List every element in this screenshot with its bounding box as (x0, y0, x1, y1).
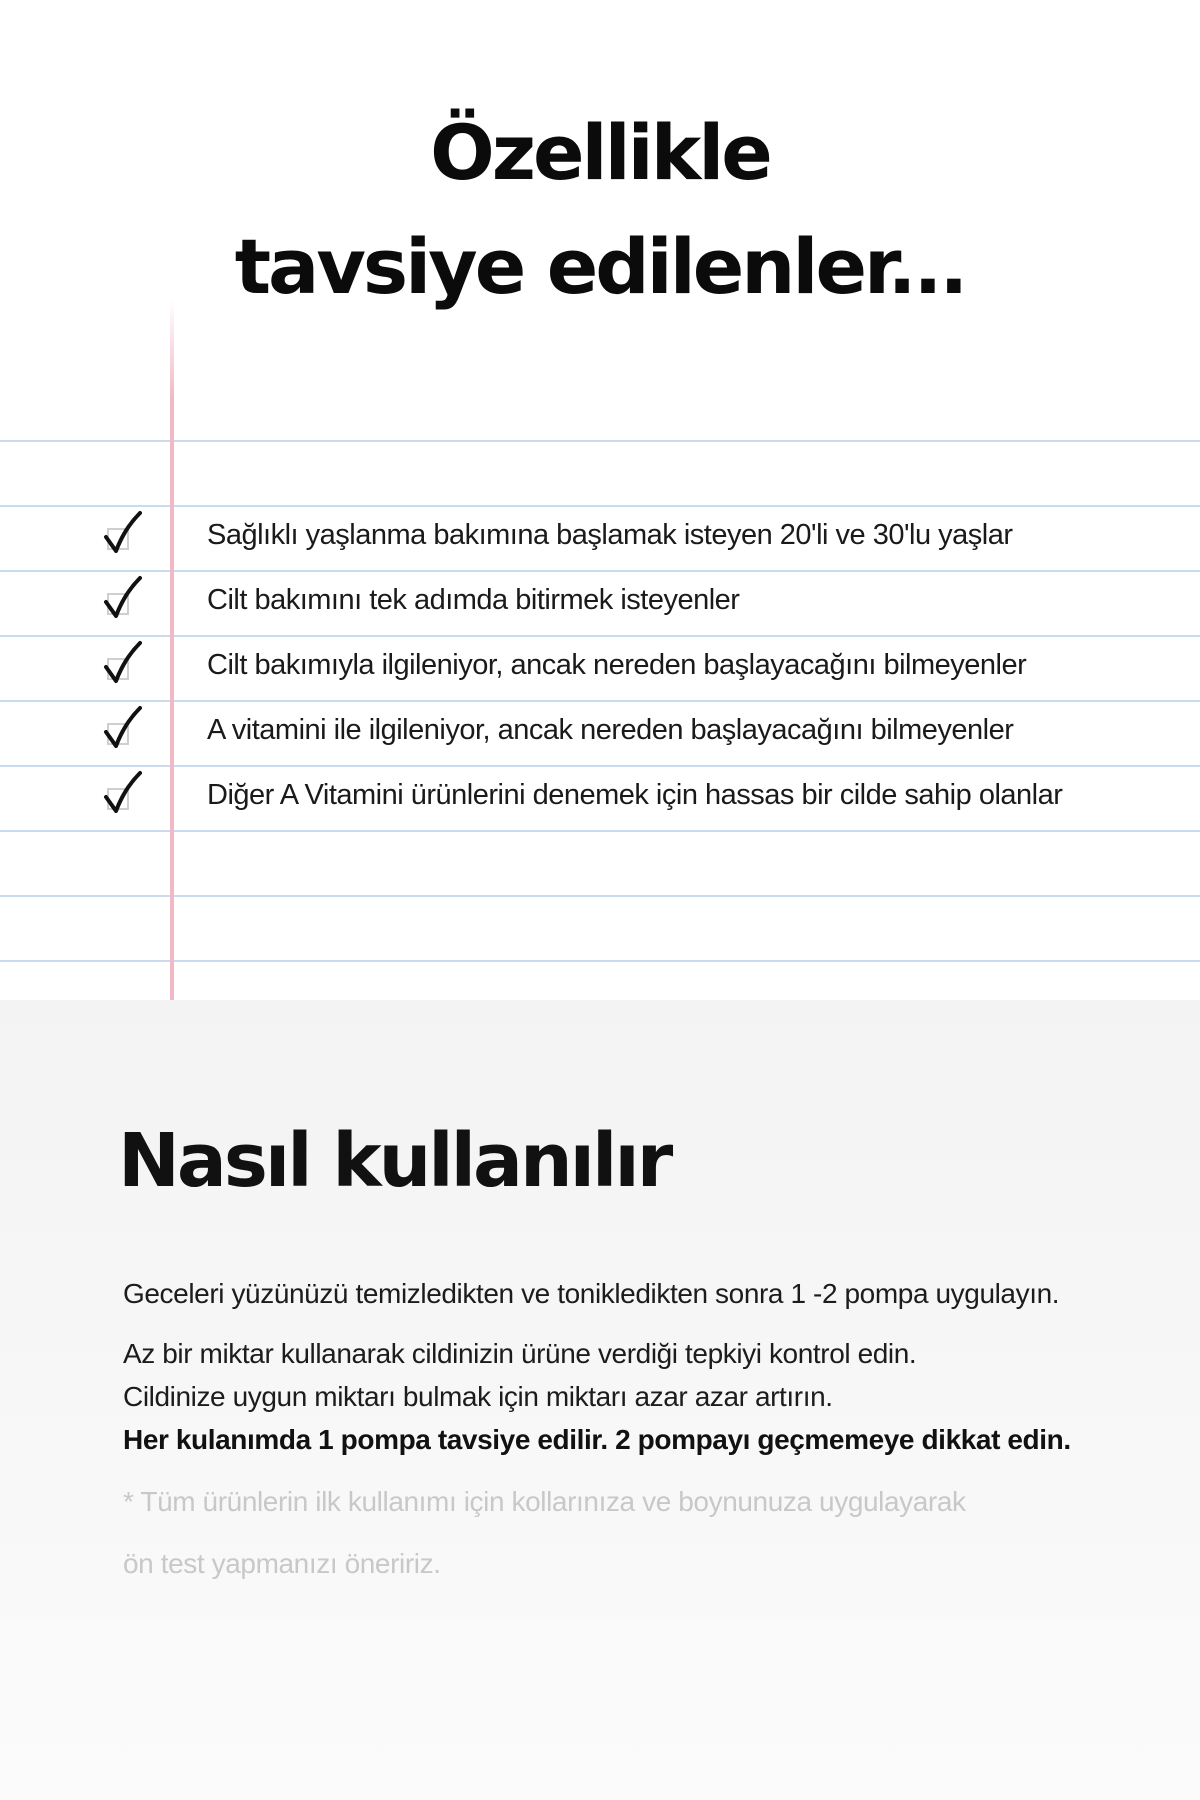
recommend-item-text: A vitamini ile ilgileniyor, ancak nereden başlayacağını bilmeyenler (207, 714, 1014, 746)
usage-paragraph-3: Cildinize uygun miktarı bulmak için miktarı azar azar artırın. (123, 1381, 833, 1412)
recommend-item-text: Cilt bakımıyla ilgileniyor, ancak nereden başlayacağını bilmeyenler (207, 649, 1027, 681)
notebook-line (0, 830, 1200, 832)
recommend-item-text: Sağlıklı yaşlanma bakımına başlamak isteyen 20'li ve 30'lu yaşlar (207, 519, 1013, 551)
recommend-item-text: Cilt bakımını tek adımda bitirmek isteyenler (207, 584, 740, 616)
checkmark-icon (102, 704, 142, 752)
recommend-title-line1: Özellikle (430, 108, 770, 197)
recommend-item (0, 700, 1200, 764)
usage-note-line2: ön test yapmanızı öneririz. (123, 1548, 441, 1579)
recommend-item (0, 765, 1200, 829)
usage-paragraph-2: Az bir miktar kullanarak cildinizin ürüne verdiği tepkiyi kontrol edin. (123, 1338, 917, 1369)
checkmark-icon (102, 769, 142, 817)
checkmark-icon (102, 639, 142, 687)
notebook-line (0, 895, 1200, 897)
notebook-line (0, 440, 1200, 442)
recommend-title-line2: tavsiye edilenler... (234, 222, 966, 311)
usage-title: Nasıl kullanılır (118, 1118, 671, 1204)
recommend-item (0, 505, 1200, 569)
usage-note-line1: * Tüm ürünlerin ilk kullanımı için kollarınıza ve boynunuza uygulayarak (123, 1486, 966, 1517)
recommend-item (0, 635, 1200, 699)
recommend-item (0, 570, 1200, 634)
notebook-line (0, 960, 1200, 962)
checkmark-icon (102, 509, 142, 557)
usage-paragraph-1: Geceleri yüzünüzü temizledikten ve tonikledikten sonra 1 -2 pompa uygulayın. (123, 1278, 1060, 1309)
usage-warning: Her kulanımda 1 pompa tavsiye edilir. 2 pompayı geçmemeye dikkat edin. (123, 1424, 1071, 1455)
recommend-item-text: Diğer A Vitamini ürünlerini denemek için hassas bir cilde sahip olanlar (207, 779, 1063, 811)
checkmark-icon (102, 574, 142, 622)
